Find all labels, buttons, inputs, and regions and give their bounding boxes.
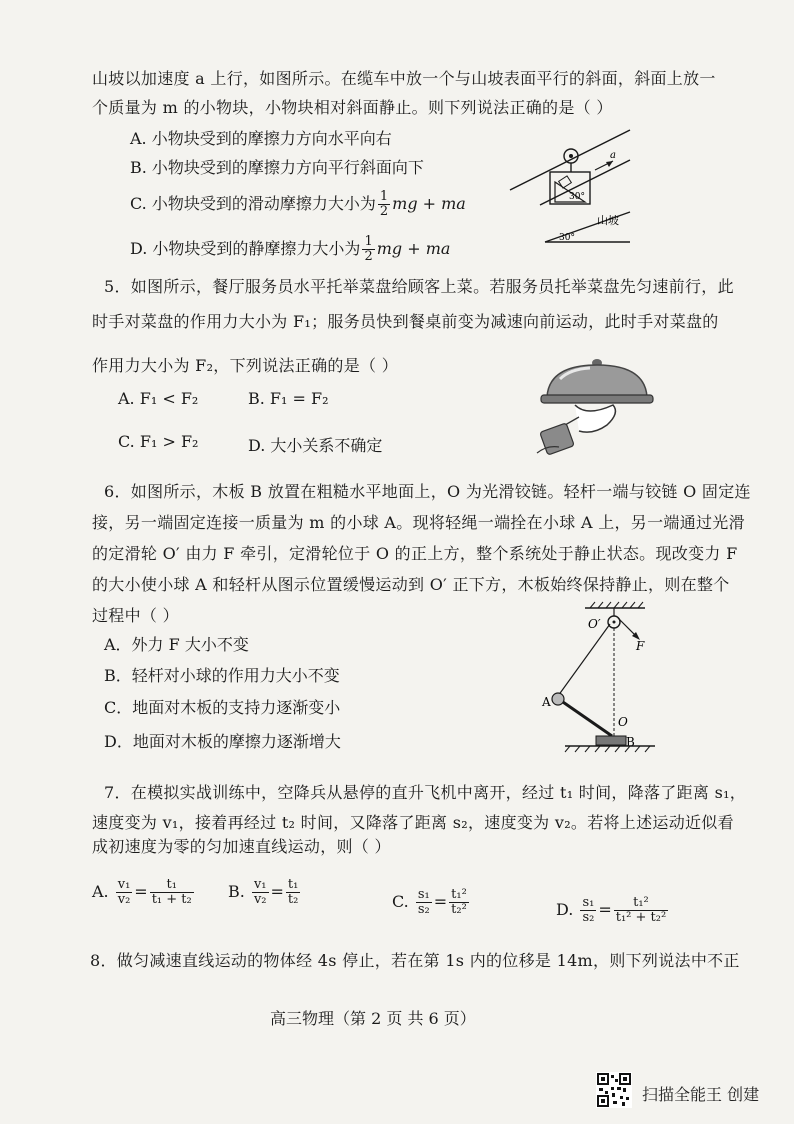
q6-option-d: D．地面对木板的摩擦力逐渐增大: [104, 732, 341, 751]
q6-line-4: 的大小使小球 A 和轻杆从图示位置缓慢运动到 O′ 正下方，木板始终保持静止，则在整个: [92, 575, 730, 594]
force-label: F: [636, 639, 645, 653]
scanner-watermark: 扫描全能王 创建: [642, 1085, 760, 1104]
q7-option-a: A. $\frac{\text{v₁}}{\text{v₂}}$ = $\frac{\text{t₁}}{\text{t₁ + t₂}}$: [92, 877, 192, 907]
q5-line-3: 作用力大小为 F₂，下列说法正确的是（ ）: [92, 356, 398, 375]
angle-bottom-label: 30°: [559, 233, 575, 243]
hinge-label: O: [618, 715, 628, 729]
slope-label: 山坡: [597, 214, 619, 227]
q5-option-c: C. F₁ > F₂: [118, 432, 199, 451]
q7-option-c: C. $\frac{\text{s₁}}{\text{s₂}}$ = $\frac{\text{t₁²}}{\text{t₂²}}$: [392, 887, 467, 917]
pulley-label: O′: [588, 617, 601, 631]
cable-car-diagram: [505, 120, 635, 250]
page-footer: 高三物理（第 2 页 共 6 页）: [270, 1009, 476, 1028]
qr-code-icon: [596, 1072, 632, 1108]
q7-line-1: 7．在模拟实战训练中，空降兵从悬停的直升飞机中离开，经过 t₁ 时间，降落了距离 s₁，: [104, 783, 747, 802]
q5-line-2: 时手对菜盘的作用力大小为 F₁；服务员快到餐桌前变为减速向前运动，此时手对菜盘的: [92, 312, 719, 331]
q6-line-1: 6．如图所示，木板 B 放置在粗糙水平地面上，O 为光滑铰链。轻杆一端与铰链 O 固定连: [104, 482, 751, 501]
q5-option-d: D. 大小关系不确定: [248, 436, 383, 455]
q6-line-5: 过程中（ ）: [92, 606, 179, 625]
q5-option-b: B. F₁ = F₂: [248, 389, 329, 408]
q4-option-c: C. 小物块受到的滑动摩擦力大小为 $\frac{1}{2}$ mg + ma: [130, 189, 466, 219]
accel-label: a: [610, 150, 616, 161]
q7-option-d: D. $\frac{\text{s₁}}{\text{s₂}}$ = $\frac{\text{t₁²}}{\text{t₁² + t₂²}}$: [556, 895, 667, 925]
q6-line-2: 接，另一端固定连接一质量为 m 的小球 A。现将轻绳一端拴在小球 A 上，另一端通过光滑: [92, 513, 745, 532]
q4-option-b: B. 小物块受到的摩擦力方向平行斜面向下: [130, 158, 424, 177]
q7-line-3: 成初速度为零的匀加速直线运动，则（ ）: [92, 837, 391, 856]
q4-line-1: 山坡以加速度 a 上行，如图所示。在缆车中放一个与山坡表面平行的斜面，斜面上放一: [92, 69, 716, 88]
q4-option-a: A. 小物块受到的摩擦力方向水平向右: [130, 129, 392, 148]
q6-line-3: 的定滑轮 O′ 由力 F 牵引，定滑轮位于 O 的正上方，整个系统处于静止状态。现改变力 F: [92, 544, 738, 563]
pulley-rod-diagram: [530, 600, 665, 760]
q6-option-b: B．轻杆对小球的作用力大小不变: [104, 666, 340, 685]
q6-option-a: A．外力 F 大小不变: [104, 635, 249, 654]
q6-option-c: C．地面对木板的支持力逐渐变小: [104, 698, 341, 717]
board-label: B: [626, 735, 635, 749]
angle-top-label: 30°: [569, 192, 585, 202]
q7-line-2: 速度变为 v₁，接着再经过 t₂ 时间，又降落了距离 s₂，速度变为 v₂。若将上述运动近似看: [92, 813, 734, 832]
q7-option-b: B. $\frac{\text{v₁}}{\text{v₂}}$ = $\frac{\text{t₁}}{\text{t₂}}$: [228, 877, 299, 907]
q5-option-a: A. F₁ < F₂: [118, 389, 199, 408]
ball-label: A: [542, 695, 551, 709]
q4-option-d: D. 小物块受到的静摩擦力大小为 $\frac{1}{2}$ mg + ma: [130, 234, 451, 264]
waiter-tray-picture: [535, 355, 660, 460]
q8-line-1: 8．做匀减速直线运动的物体经 4s 停止，若在第 1s 内的位移是 14m，则下列说法中不正: [90, 951, 740, 970]
q5-line-1: 5．如图所示，餐厅服务员水平托举菜盘给顾客上菜。若服务员托举菜盘先匀速前行，此: [104, 277, 734, 296]
q4-line-2: 个质量为 m 的小物块，小物块相对斜面静止。则下列说法正确的是（ ）: [92, 98, 613, 117]
